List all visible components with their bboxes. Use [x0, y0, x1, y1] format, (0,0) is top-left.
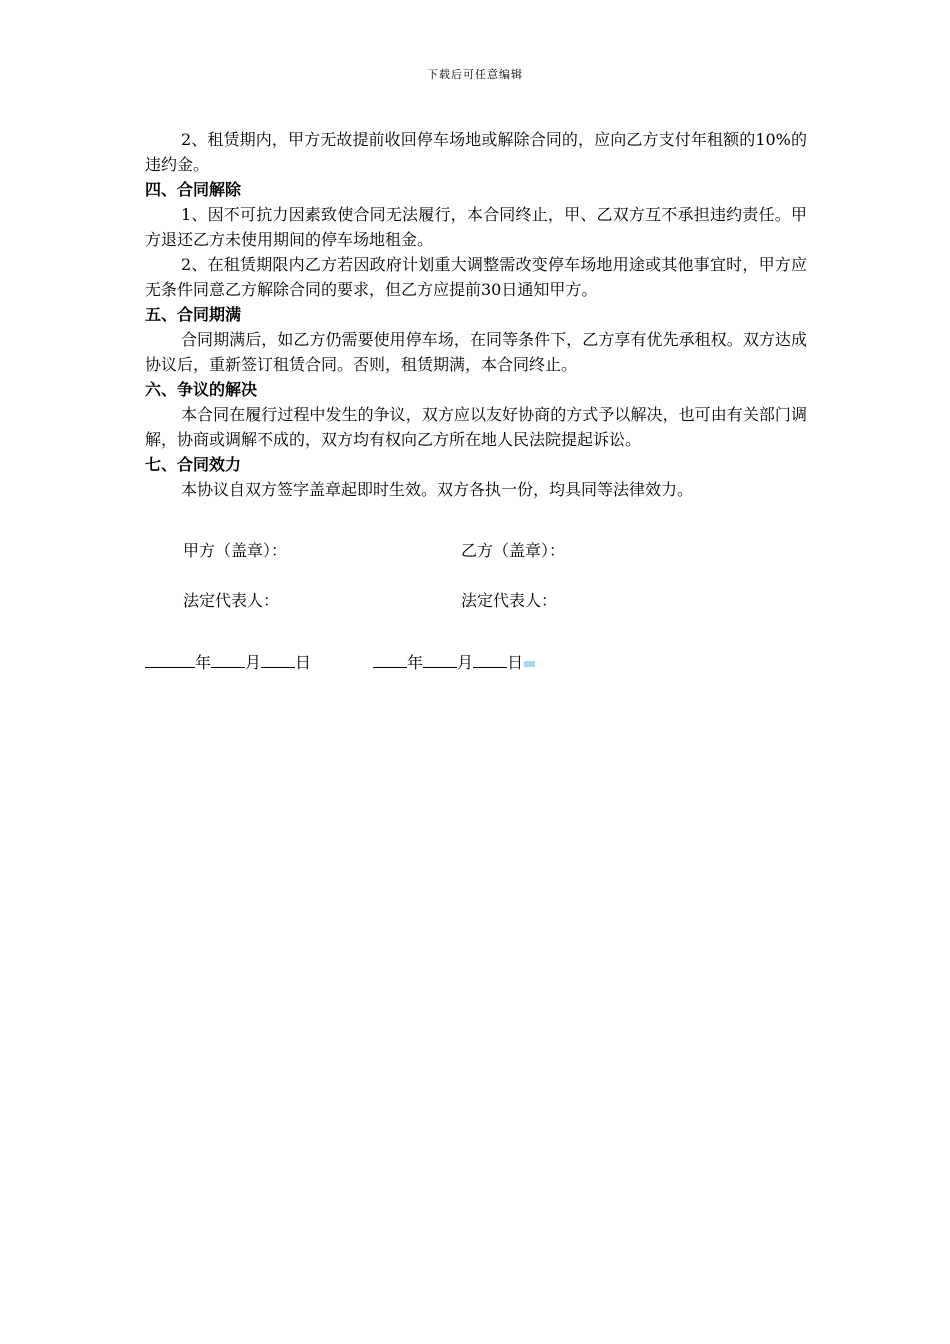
clause-dispute: 本合同在履行过程中发生的争议，双方应以友好协商的方式予以解决，也可由有关部门调解，协商或调解不成的，双方均有权向乙方所在地人民法院提起诉讼。	[145, 405, 807, 449]
clause-expiry: 合同期满后，如乙方仍需要使用停车场，在同等条件下，乙方享有优先承租权。双方达成协议后，重新签订租赁合同。否则，租赁期满，本合同终止。	[145, 330, 807, 374]
party-b-year-blank	[373, 651, 407, 668]
clause-penalty: 2、租赁期内，甲方无故提前收回停车场地或解除合同的，应向乙方支付年租额的10%的违约金。	[145, 130, 807, 174]
page-header-note: 下载后可任意编辑	[427, 68, 523, 81]
month-label: 月	[245, 653, 262, 672]
text-cursor-marker	[524, 661, 535, 667]
date-row	[145, 650, 535, 673]
contract-body	[145, 127, 807, 502]
year-label: 年	[195, 653, 212, 672]
day-label: 日	[507, 653, 524, 672]
party-a-month-blank	[211, 651, 245, 668]
party-b-day-blank	[473, 651, 507, 668]
party-a-seal-label: 甲方（盖章）：	[183, 541, 288, 560]
party-a-day-blank	[261, 651, 295, 668]
month-label: 月	[457, 653, 474, 672]
party-b-seal-label: 乙方（盖章）：	[461, 541, 566, 560]
day-label: 日	[295, 653, 312, 672]
party-b-representative-label: 法定代表人：	[461, 591, 558, 610]
party-a-representative-label: 法定代表人：	[183, 591, 280, 610]
party-b-month-blank	[423, 651, 457, 668]
year-label: 年	[407, 653, 424, 672]
section-heading-dispute: 六、争议的解决	[145, 380, 258, 399]
section-heading-validity: 七、合同效力	[145, 455, 242, 474]
section-heading-expiry: 五、合同期满	[145, 305, 242, 324]
party-a-year-blank	[145, 651, 195, 668]
clause-early-termination: 2、在租赁期限内乙方若因政府计划重大调整需改变停车场地用途或其他事宜时，甲方应无条件同意乙方解除合同的要求，但乙方应提前30日通知甲方。	[145, 255, 807, 299]
section-heading-termination: 四、合同解除	[145, 180, 242, 199]
clause-validity: 本协议自双方签字盖章起即时生效。双方各执一份，均具同等法律效力。	[181, 480, 694, 499]
clause-force-majeure: 1、因不可抗力因素致使合同无法履行，本合同终止，甲、乙双方互不承担违约责任。甲方退还乙方未使用期间的停车场地租金。	[145, 205, 807, 249]
